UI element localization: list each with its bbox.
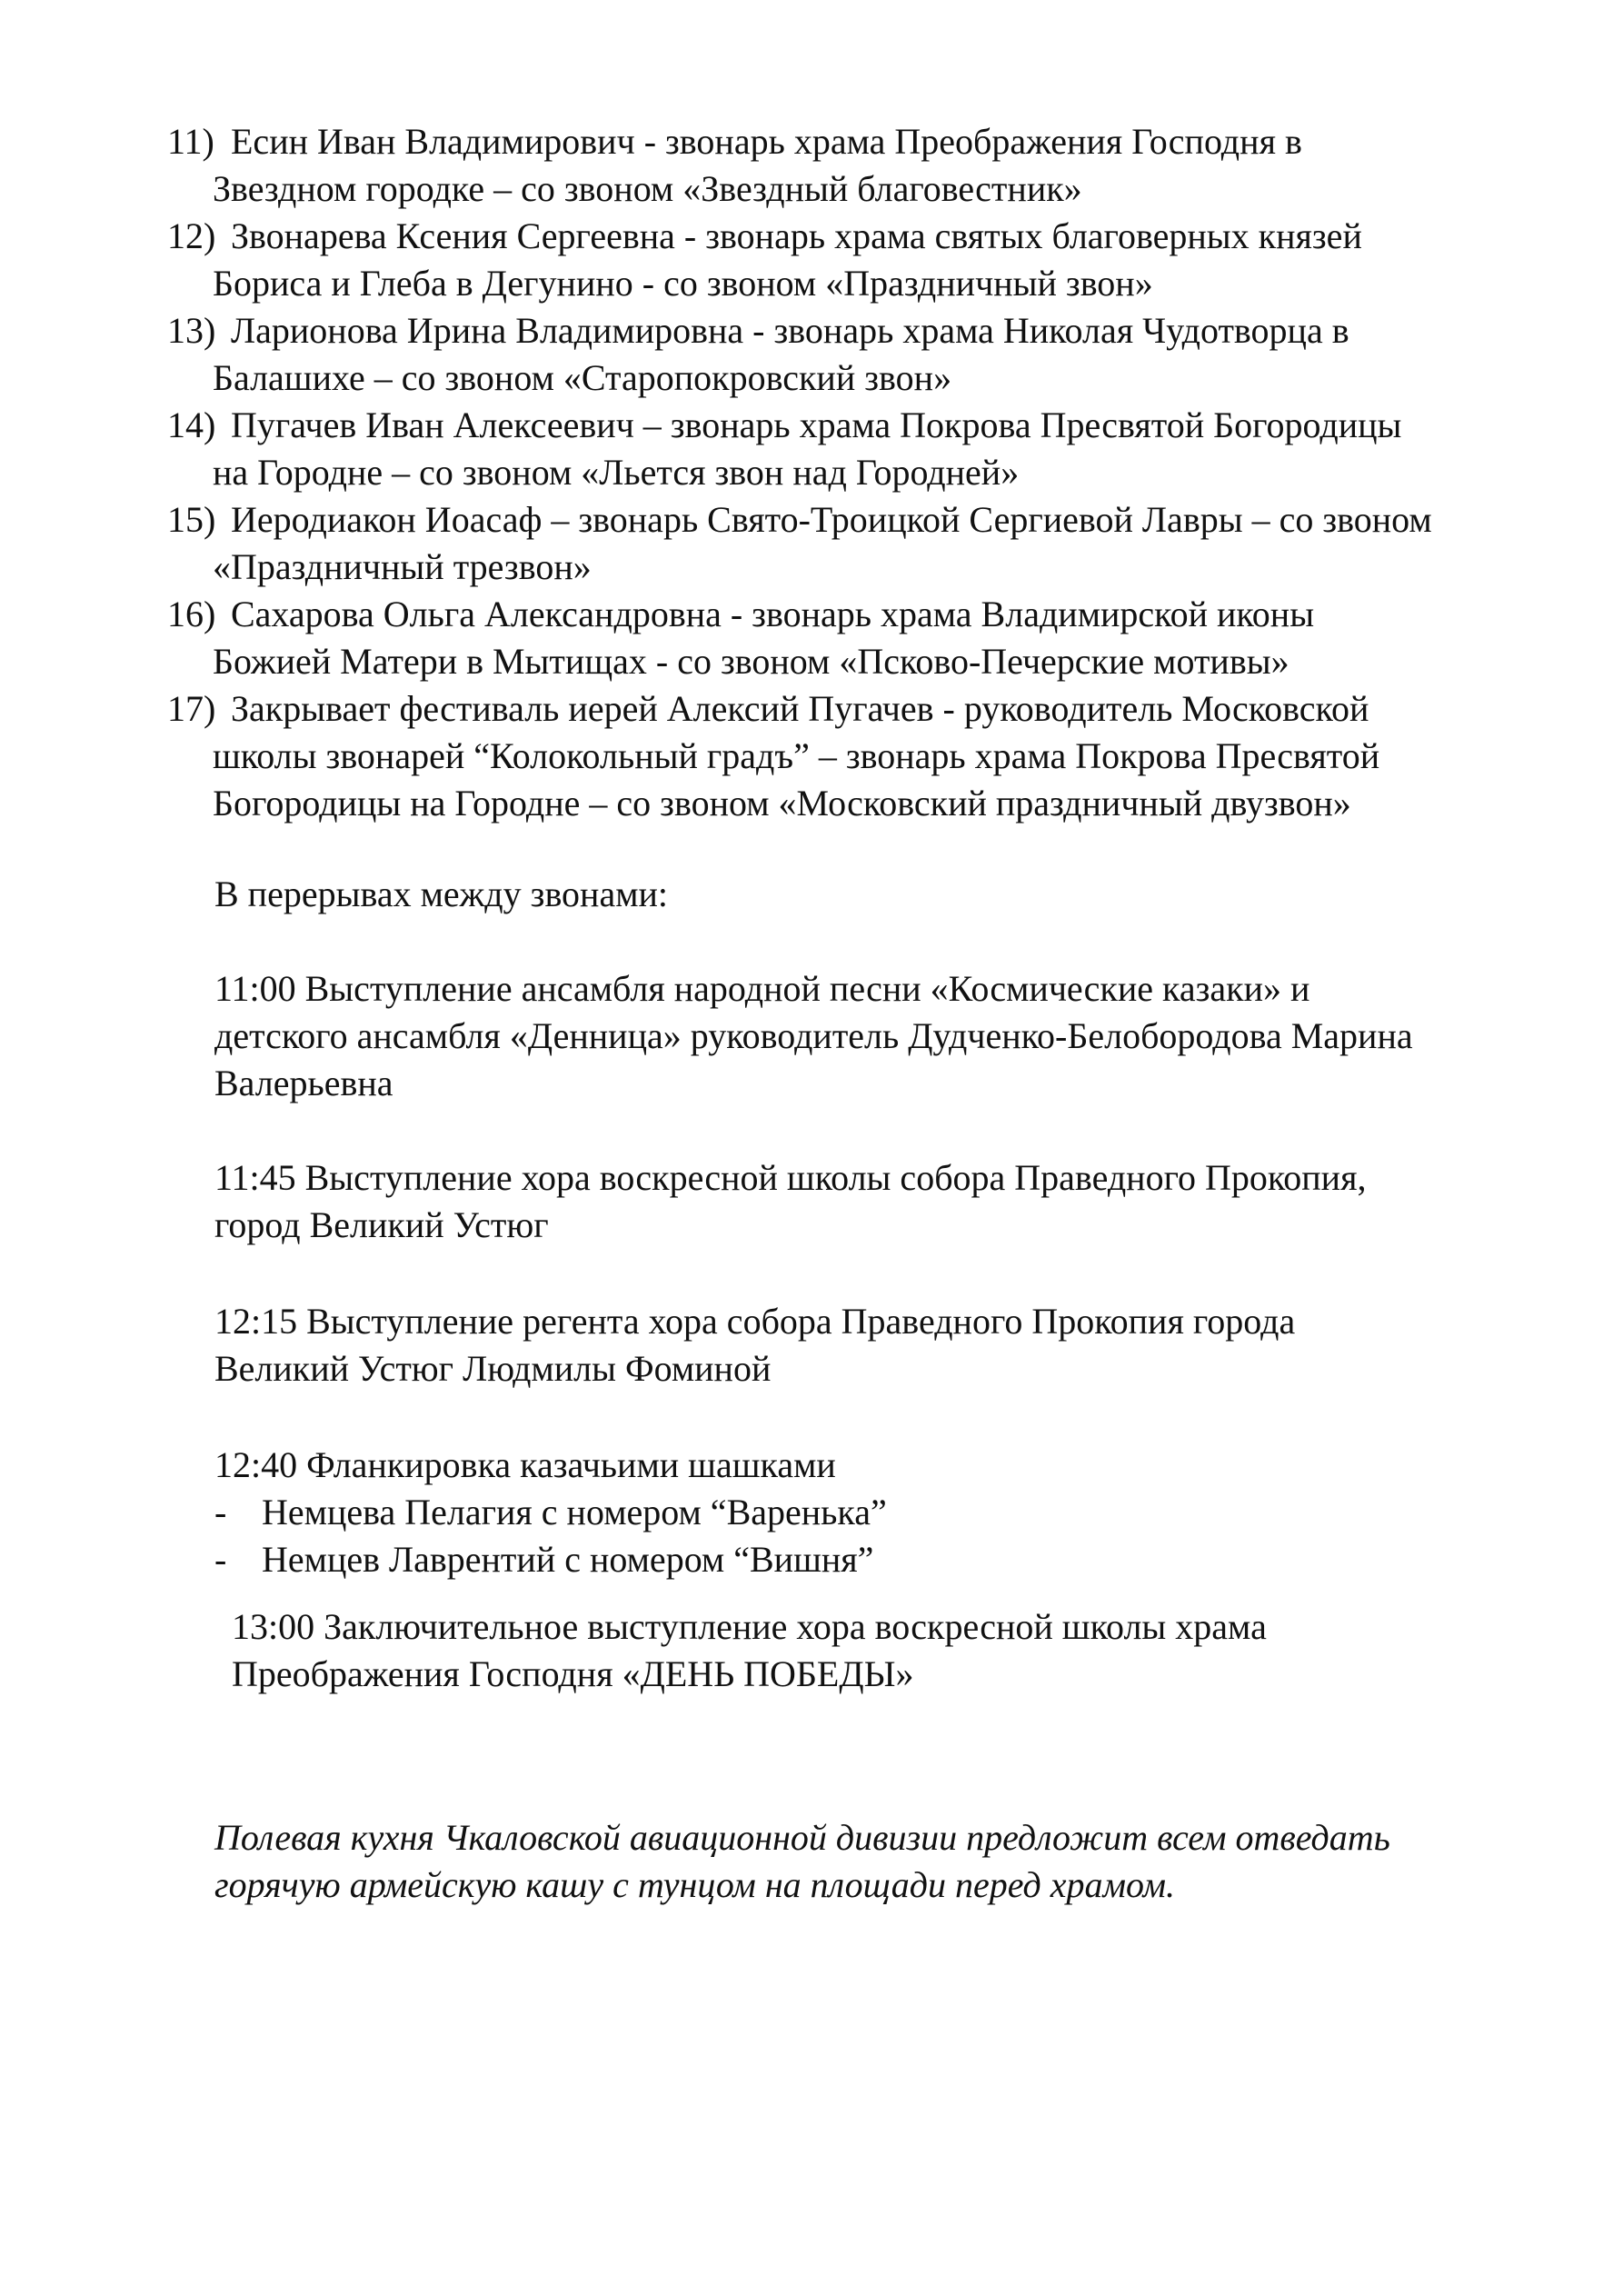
list-item-number: 16) xyxy=(167,594,216,634)
note-line: Полевая кухня Чкаловской авиационной дивизии предложит всем отведать xyxy=(214,1817,1390,1858)
list-item-line: Божией Матери в Мытищах - со звоном «Псково-Печерские мотивы» xyxy=(213,641,1289,682)
list-item xyxy=(167,307,1530,402)
dash-marker: - xyxy=(214,1492,227,1532)
schedule-item xyxy=(214,1298,1295,1393)
field-kitchen-note xyxy=(214,1814,1390,1909)
sub-list-item xyxy=(214,1536,887,1583)
list-item-line: Закрывает фестиваль иерей Алексий Пугачев - руководитель Московской xyxy=(231,688,1369,729)
list-item-line: Балашихе – со звоном «Старопокровский звон» xyxy=(213,357,952,398)
list-item xyxy=(167,685,1530,827)
list-item-line: Есин Иван Владимирович - звонарь храма Преображения Господня в xyxy=(231,121,1302,162)
schedule-item xyxy=(214,965,1413,1107)
dash-marker: - xyxy=(214,1539,227,1580)
list-item-line: «Праздничный трезвон» xyxy=(213,546,592,587)
schedule-line: Валерьевна xyxy=(214,1063,393,1103)
list-item-line: Иеродиакон Иоасаф – звонарь Свято-Троицкой Сергиевой Лавры – со звоном xyxy=(231,499,1432,540)
note-line: горячую армейскую кашу с тунцом на площади перед храмом. xyxy=(214,1864,1176,1905)
list-item-line: Сахарова Ольга Александровна - звонарь храма Владимирской иконы xyxy=(231,594,1315,634)
list-item xyxy=(167,591,1530,685)
list-item xyxy=(167,402,1530,496)
list-item-number: 17) xyxy=(167,688,216,729)
list-item-line: Звездном городке – со звоном «Звездный благовестник» xyxy=(213,168,1082,209)
list-item xyxy=(167,213,1530,307)
schedule-line: 11:45 Выступление хора воскресной школы собора Праведного Прокопия, xyxy=(214,1157,1367,1198)
sub-list-item-text: Немцева Пелагия с номером “Варенька” xyxy=(262,1492,887,1532)
schedule-item xyxy=(232,1603,1267,1698)
breaks-heading xyxy=(214,871,668,918)
schedule-line: детского ансамбля «Денница» руководитель Дудченко-Белобородова Марина xyxy=(214,1015,1413,1056)
list-item xyxy=(167,118,1530,213)
list-item-line: Звонарева Ксения Сергеевна - звонарь храма святых благоверных князей xyxy=(231,215,1362,256)
bell-ringers-list xyxy=(167,118,1530,827)
list-item-number: 14) xyxy=(167,404,216,445)
schedule-line: 12:15 Выступление регента хора собора Праведного Прокопия города xyxy=(214,1301,1296,1342)
list-item-line: школы звонарей “Колокольный градъ” – звонарь храма Покрова Пресвятой xyxy=(213,735,1380,776)
schedule-line: Преображения Господня «ДЕНЬ ПОБЕДЫ» xyxy=(232,1653,914,1694)
sub-list-item-text: Немцев Лаврентий с номером “Вишня” xyxy=(262,1539,874,1580)
schedule-line: 12:40 Фланкировка казачьими шашками xyxy=(214,1444,836,1485)
list-item-number: 15) xyxy=(167,499,216,540)
schedule-line: 13:00 Заключительное выступление хора воскресной школы храма xyxy=(232,1606,1267,1647)
list-item-line: Пугачев Иван Алексеевич – звонарь храма Покрова Пресвятой Богородицы xyxy=(231,404,1402,445)
sub-list-item xyxy=(214,1489,887,1536)
list-item-line: на Городне – со звоном «Льется звон над Городней» xyxy=(213,452,1020,493)
list-item-number: 13) xyxy=(167,310,216,351)
breaks-heading-text: В перерывах между звонами: xyxy=(214,873,669,914)
schedule-line: Великий Устюг Людмилы Фоминой xyxy=(214,1348,772,1389)
list-item xyxy=(167,496,1530,591)
list-item-line: Ларионова Ирина Владимировна - звонарь храма Николая Чудотворца в xyxy=(231,310,1349,351)
schedule-item xyxy=(214,1442,887,1583)
list-item-line: Богородицы на Городне – со звоном «Московский праздничный двузвон» xyxy=(213,783,1351,824)
list-item-number: 12) xyxy=(167,215,216,256)
schedule-item xyxy=(214,1154,1366,1249)
schedule-line: город Великий Устюг xyxy=(214,1204,549,1245)
list-item-number: 11) xyxy=(167,121,214,162)
list-item-line: Бориса и Глеба в Дегунино - со звоном «Праздничный звон» xyxy=(213,263,1153,304)
schedule-line: 11:00 Выступление ансамбля народной песни «Космические казаки» и xyxy=(214,968,1310,1009)
